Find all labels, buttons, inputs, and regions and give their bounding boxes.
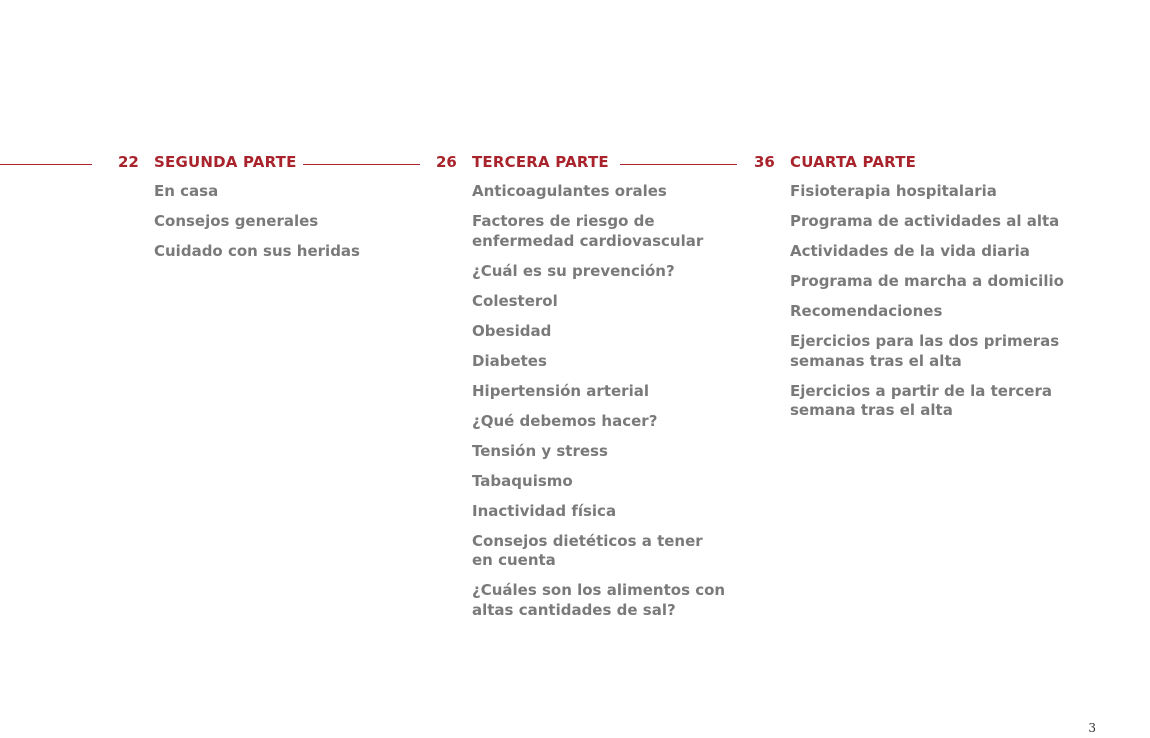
toc-item: ¿Cuáles son los alimentos con altas cantidades de sal?: [472, 581, 726, 619]
toc-item: Anticoagulantes orales: [472, 182, 667, 200]
section-page-number: 36: [754, 153, 775, 171]
toc-item: Actividades de la vida diaria: [790, 242, 1030, 260]
section-title: TERCERA PARTE: [472, 153, 609, 171]
toc-item: Recomendaciones: [790, 302, 943, 320]
toc-item: Inactividad física: [472, 501, 617, 520]
toc-item: Obesidad: [472, 321, 552, 340]
toc-item: Diabetes: [472, 351, 547, 370]
toc-item: Fisioterapia hospitalaria: [790, 182, 997, 200]
toc-item: Tabaquismo: [472, 471, 573, 490]
section-item-list: [790, 182, 1090, 431]
toc-item: En casa: [154, 182, 219, 200]
toc-item: Hipertensión arterial: [472, 381, 649, 400]
section-page-number: 22: [118, 153, 139, 171]
toc-item: Programa de marcha a domicilio: [790, 272, 1064, 290]
section-item-list: [154, 182, 414, 272]
toc-item: Colesterol: [472, 291, 558, 310]
toc-item: Consejos generales: [154, 212, 319, 230]
toc-item: ¿Qué debemos hacer?: [472, 411, 658, 430]
toc-item: Consejos dietéticos a tener en cuenta: [472, 531, 703, 569]
page-number: 3: [1088, 721, 1096, 735]
section-title: SEGUNDA PARTE: [154, 153, 297, 171]
toc-item: Tensión y stress: [472, 441, 608, 460]
toc-item: Ejercicios a partir de la tercera semana tras el alta: [790, 381, 1052, 419]
toc-item: Cuidado con sus heridas: [154, 242, 360, 260]
toc-item: Programa de actividades al alta: [790, 212, 1060, 230]
section-item-list: [472, 182, 742, 631]
section-header: [0, 152, 1100, 172]
toc-item: Ejercicios para las dos primeras semanas tras el alta: [790, 332, 1060, 370]
section-page-number: 26: [436, 153, 457, 171]
toc-item: Factores de riesgo de enfermedad cardiovascular: [472, 212, 704, 250]
toc-item: ¿Cuál es su prevención?: [472, 261, 675, 280]
section-title: CUARTA PARTE: [790, 153, 917, 171]
